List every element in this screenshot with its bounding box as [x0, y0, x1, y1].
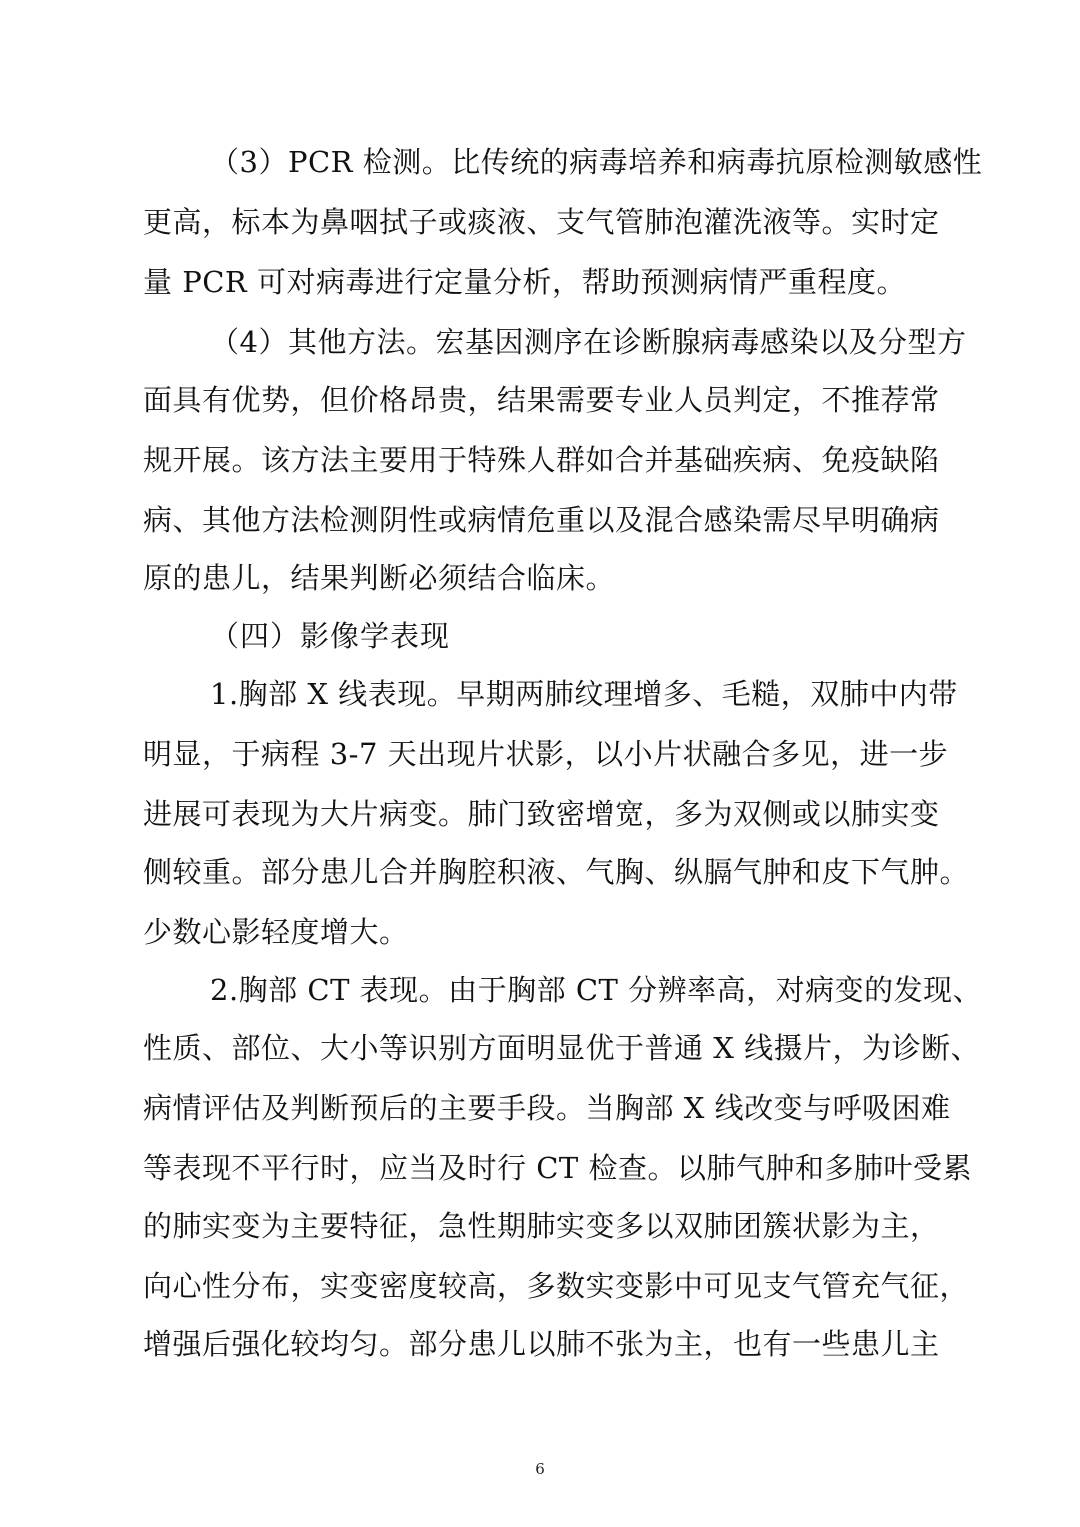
paragraph-other-methods-line-3: 规开展。该方法主要用于特殊人群如合并基础疾病、免疫缺陷: [143, 443, 940, 477]
paragraph-other-methods-line-4: 病、其他方法检测阴性或病情危重以及混合感染需尽早明确病: [143, 503, 940, 537]
paragraph-xray-line-2: 明显，于病程 3-7 天出现片状影，以小片状融合多见，进一步: [143, 737, 949, 771]
paragraph-ct-line-4: 等表现不平行时，应当及时行 CT 检查。以肺气肿和多肺叶受累: [143, 1151, 972, 1185]
paragraph-ct-line-7: 增强后强化较均匀。部分患儿以肺不张为主，也有一些患儿主: [143, 1327, 940, 1361]
paragraph-ct-line-5: 的肺实变为主要特征，急性期肺实变多以双肺团簇状影为主，: [143, 1209, 940, 1243]
paragraph-xray-line-4: 侧较重。部分患儿合并胸腔积液、气胸、纵膈气肿和皮下气肿。: [143, 855, 970, 889]
paragraph-pcr-line-2: 更高，标本为鼻咽拭子或痰液、支气管肺泡灌洗液等。实时定: [143, 205, 940, 239]
paragraph-xray-line-3: 进展可表现为大片病变。肺门致密增宽，多为双侧或以肺实变: [143, 797, 940, 831]
paragraph-ct-line-6: 向心性分布，实变密度较高，多数实变影中可见支气管充气征，: [143, 1269, 970, 1303]
paragraph-xray-line-5: 少数心影轻度增大。: [143, 915, 409, 949]
paragraph-other-methods-line-1: （4）其他方法。宏基因测序在诊断腺病毒感染以及分型方: [210, 325, 967, 359]
paragraph-ct-line-1: 2.胸部 CT 表现。由于胸部 CT 分辨率高，对病变的发现、: [210, 973, 983, 1007]
section-heading-imaging: （四）影像学表现: [210, 619, 451, 653]
paragraph-ct-line-2: 性质、部位、大小等识别方面明显优于普通 X 线摄片，为诊断、: [143, 1031, 981, 1065]
paragraph-other-methods-line-5: 原的患儿，结果判断必须结合临床。: [143, 561, 616, 595]
paragraph-pcr-line-3: 量 PCR 可对病毒进行定量分析，帮助预测病情严重程度。: [143, 265, 906, 299]
page-number: 6: [535, 1460, 545, 1478]
paragraph-ct-line-3: 病情评估及判断预后的主要手段。当胸部 X 线改变与呼吸困难: [143, 1091, 951, 1125]
paragraph-pcr-line-1: （3）PCR 检测。比传统的病毒培养和病毒抗原检测敏感性: [210, 145, 983, 179]
paragraph-xray-line-1: 1.胸部 X 线表现。早期两肺纹理增多、毛糙，双肺中内带: [210, 677, 958, 711]
paragraph-other-methods-line-2: 面具有优势，但价格昂贵，结果需要专业人员判定，不推荐常: [143, 383, 940, 417]
